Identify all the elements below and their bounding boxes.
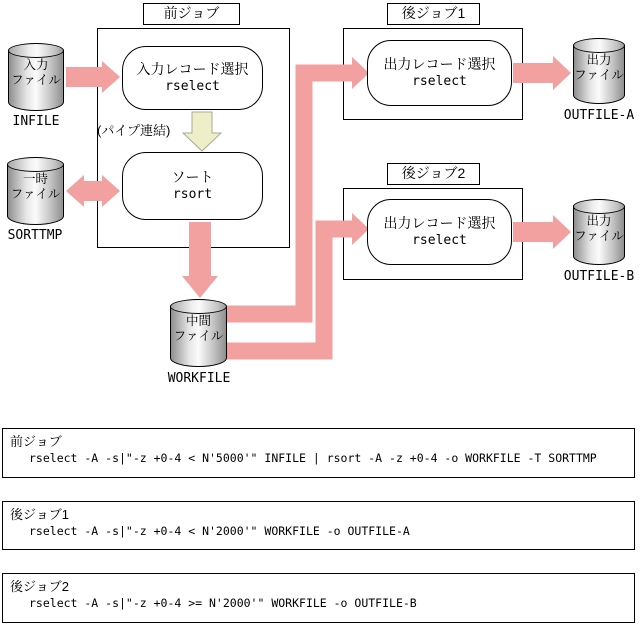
code-block-command: rselect -A -s|"-z +0-4 >= N'2000'" WORKFILE -o OUTFILE-B [29, 596, 417, 610]
cylinder-top [573, 38, 625, 53]
arrow-postjob2-to-outfile-b [513, 215, 571, 249]
code-block-title: 後ジョブ2 [10, 579, 69, 594]
label-outfile-a: OUTFILE-A [563, 108, 635, 123]
file-name-line2: ファイル [574, 229, 624, 243]
label-infile: INFILE [12, 114, 60, 129]
node-command: rselect [412, 74, 467, 89]
cylinder-outfile-b [573, 199, 625, 265]
cylinder-workfile [170, 299, 227, 367]
file-name-line1: 入力 [23, 58, 49, 72]
code-block-command: rselect -A -s|"-z +0-4 < N'5000'" INFILE | rsort -A -z +0-4 -o WORKFILE -T SORTTMP [29, 451, 597, 465]
cylinder-infile [8, 43, 64, 111]
file-name-line1: 中間 [185, 314, 211, 328]
file-name-line1: 一時 [22, 172, 48, 186]
node-command: rselect [165, 79, 220, 94]
cylinder-top [8, 43, 64, 58]
node-command: rselect [412, 233, 467, 248]
post-job2-label: 後ジョブ2 [387, 163, 480, 185]
label-sorttmp: SORTTMP [7, 228, 63, 243]
cylinder-text [8, 58, 64, 88]
code-block-title: 前ジョブ [10, 434, 62, 449]
code-block-title: 後ジョブ1 [10, 507, 69, 522]
post-job1-label: 後ジョブ1 [387, 3, 480, 25]
node-title: 出力レコード選択 [383, 56, 496, 72]
cylinder-top [573, 199, 625, 214]
code-block-post-job2 [2, 573, 635, 623]
node-output-record-select-1 [367, 40, 512, 106]
arrow-pipe-connection [183, 112, 221, 151]
cylinder-sorttmp [7, 157, 64, 225]
file-name-line1: 出力 [586, 214, 612, 228]
arrow-rsort-to-workfile [182, 222, 218, 298]
code-block-prev-job [2, 428, 635, 478]
cylinder-text [170, 314, 227, 344]
cylinder-top [7, 157, 64, 172]
node-output-record-select-2 [367, 199, 512, 265]
node-command: rsort [172, 187, 213, 202]
node-title: 出力レコード選択 [383, 215, 496, 231]
cylinder-outfile-a [573, 38, 625, 104]
code-block-post-job1 [2, 501, 635, 550]
pipe-connection-note: (パイプ連結) [97, 123, 171, 138]
arrow-workfile-to-postjob2 [227, 229, 352, 351]
file-name-line2: ファイル [11, 73, 61, 87]
arrow-infile-to-rselect [66, 61, 120, 93]
file-name-line2: ファイル [10, 187, 61, 201]
node-title: 入力レコード選択 [136, 61, 249, 77]
cylinder-text [573, 53, 625, 83]
node-input-record-select [122, 46, 263, 110]
file-name-line2: ファイル [574, 68, 624, 82]
file-name-line1: 出力 [586, 53, 612, 67]
cylinder-top [170, 299, 227, 314]
arrow-sorttmp-rsort-bidirectional [66, 175, 120, 207]
cylinder-text [7, 172, 64, 202]
prev-job-label: 前ジョブ [143, 3, 240, 25]
label-workfile: WORKFILE [167, 371, 231, 386]
arrow-postjob1-to-outfile-a [513, 56, 571, 90]
label-outfile-b: OUTFILE-B [563, 269, 635, 284]
cylinder-text [573, 214, 625, 244]
file-name-line2: ファイル [173, 329, 224, 343]
code-block-command: rselect -A -s|"-z +0-4 < N'2000'" WORKFILE -o OUTFILE-A [29, 524, 410, 538]
node-sort [122, 152, 263, 220]
node-title: ソート [171, 169, 214, 185]
